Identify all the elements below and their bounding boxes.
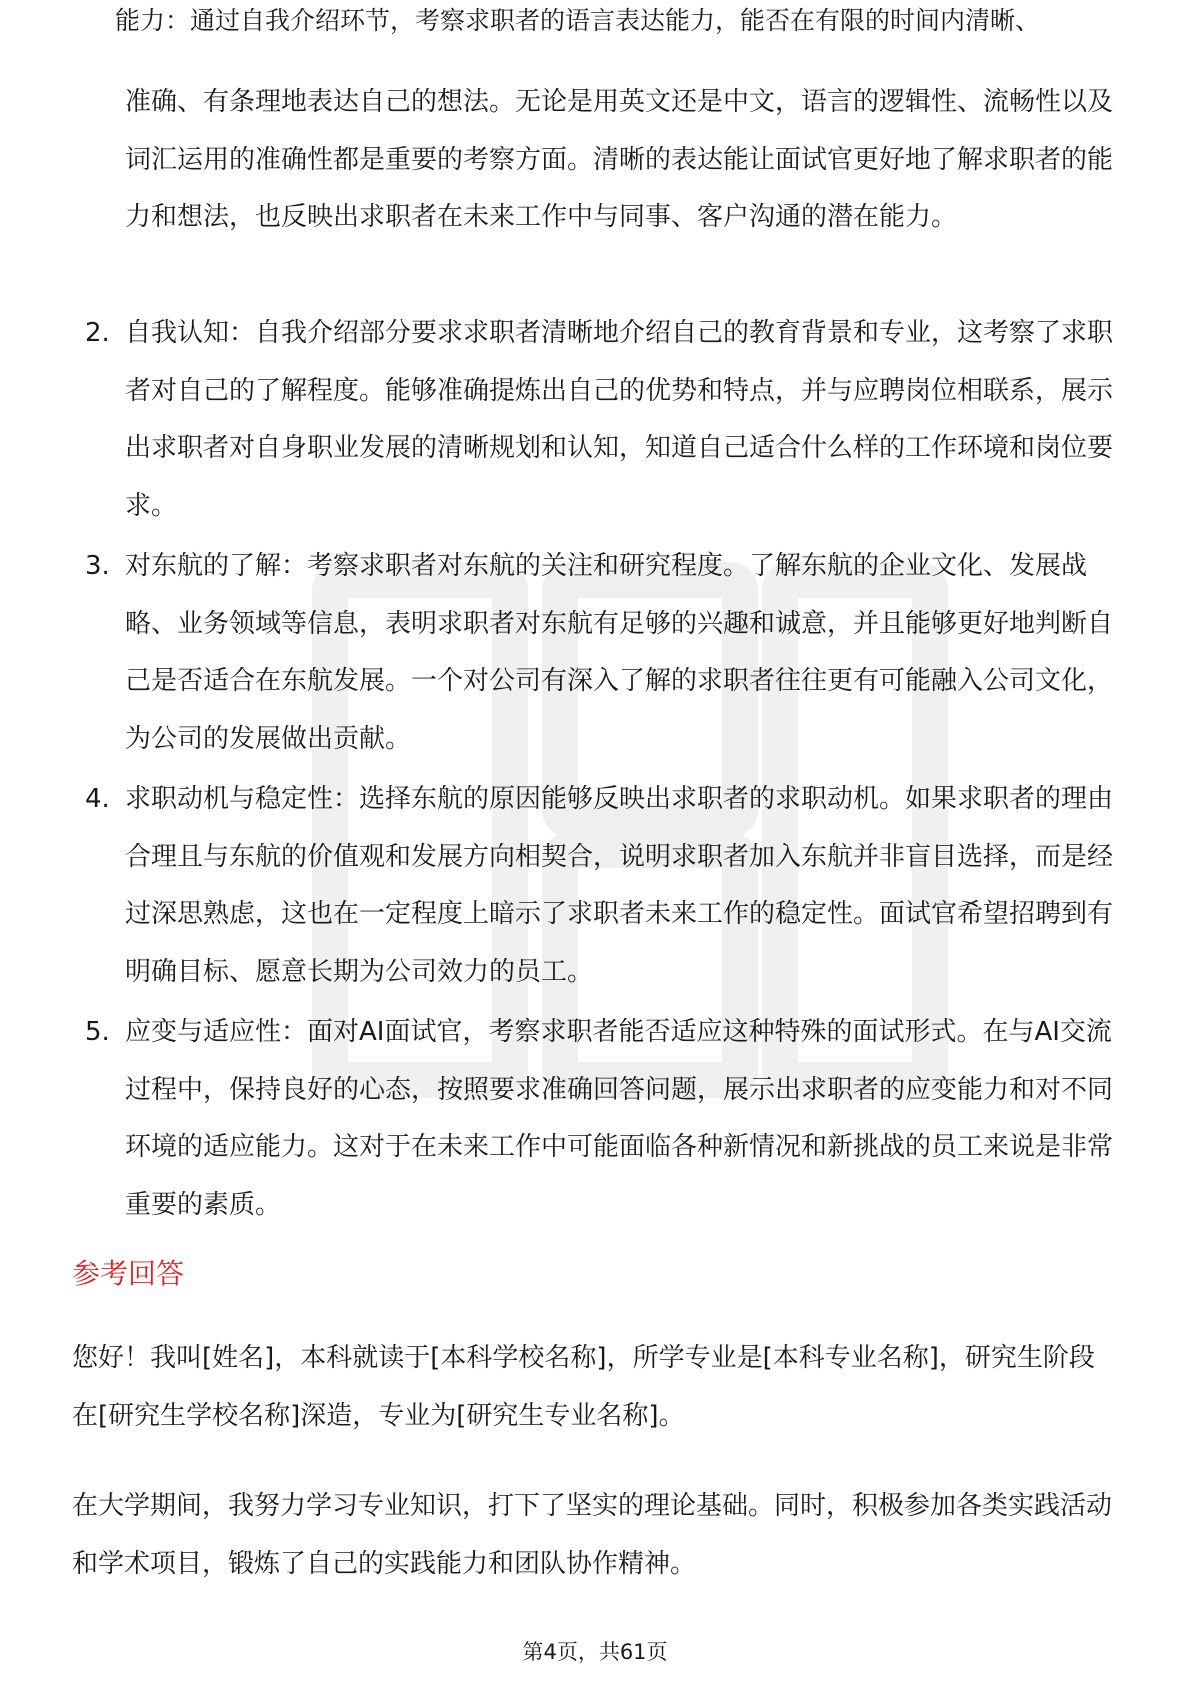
list-number: 5. bbox=[85, 1017, 110, 1047]
answer-paragraph: 您好！我叫[姓名]，本科就读于[本科学校名称]，所学专业是[本科专业名称]，研究生阶段在[研究生学校名称]深造，专业为[研究生专业名称]。 bbox=[72, 1343, 1095, 1431]
section-heading: 参考回答 bbox=[72, 1257, 185, 1290]
cut-off-line-text: 能力：通过自我介绍环节，考察求职者的语言表达能力，能否在有限的时间内清晰、 bbox=[115, 6, 1041, 35]
numbered-list bbox=[80, 305, 1115, 1237]
list-number: 2. bbox=[85, 318, 110, 348]
list-item bbox=[80, 538, 1115, 768]
list-item-text: 自我认知：自我介绍部分要求求职者清晰地介绍自己的教育背景和专业，这考察了求职者对自己的了解程度。能够准确提炼出自己的优势和特点，并与应聘岗位相联系，展示出求职者对自身职业发展的清晰规划和认知，知道自己适合什么样的工作环境和岗位要求。 bbox=[125, 318, 1114, 521]
list-item-text: 求职动机与稳定性：选择东航的原因能够反映出求职者的求职动机。如果求职者的理由合理且与东航的价值观和发展方向相契合，说明求职者加入东航并非盲目选择，而是经过深思熟虑，这也在一定程度上暗示了求职者未来工作的稳定性。面试官希望招聘到有明确目标、愿意长期为公司效力的员工。 bbox=[125, 784, 1114, 987]
page-footer: 第4页，共61页 bbox=[522, 1640, 668, 1664]
list-item bbox=[80, 1004, 1115, 1234]
list-number: 3. bbox=[85, 551, 110, 581]
list-item-text: 对东航的了解：考察求职者对东航的关注和研究程度。了解东航的企业文化、发展战略、业务领域等信息，表明求职者对东航有足够的兴趣和诚意，并且能够更好地判断自己是否适合在东航发展。一个对公司有深入了解的求职者往往更有可能融入公司文化，为公司的发展做出贡献。 bbox=[125, 551, 1114, 754]
list-number: 4. bbox=[85, 784, 110, 814]
list-item-text: 应变与适应性：面对AI面试官，考察求职者能否适应这种特殊的面试形式。在与AI交流过程中，保持良好的心态，按照要求准确回答问题，展示出求职者的应变能力和对不同环境的适应能力。这对于在未来工作中可能面临各种新情况和新挑战的员工来说是非常重要的素质。 bbox=[125, 1017, 1114, 1220]
list-item bbox=[80, 305, 1115, 535]
cut-off-line bbox=[115, 6, 1115, 50]
answer-paragraph: 在大学期间，我努力学习专业知识，打下了坚实的理论基础。同时，积极参加各类实践活动和学术项目，锻炼了自己的实践能力和团队协作精神。 bbox=[72, 1491, 1113, 1579]
continued-paragraph: 准确、有条理地表达自己的想法。无论是用英文还是中文，语言的逻辑性、流畅性以及词汇运用的准确性都是重要的考察方面。清晰的表达能让面试官更好地了解求职者的能力和想法，也反映出求职者在未来工作中与同事、客户沟通的潜在能力。 bbox=[125, 87, 1114, 232]
list-item bbox=[80, 771, 1115, 1001]
